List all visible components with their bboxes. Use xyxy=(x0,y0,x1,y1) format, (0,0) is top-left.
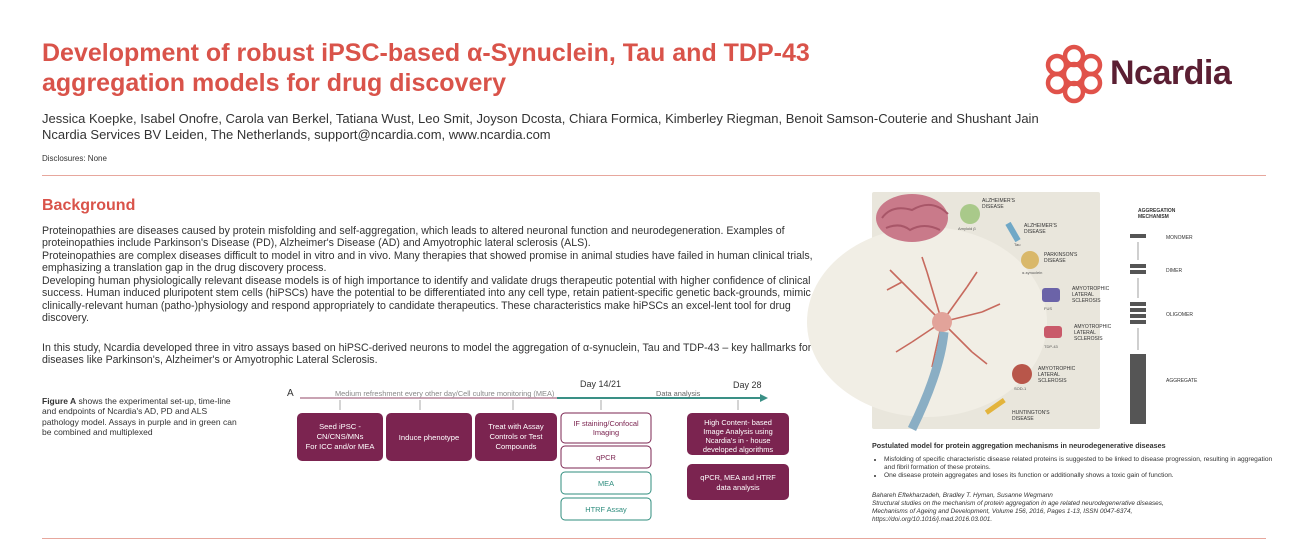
timeline-day14: Day 14/21 xyxy=(580,379,622,389)
svg-text:AGGREGATE: AGGREGATE xyxy=(1166,378,1198,384)
svg-text:Compounds: Compounds xyxy=(495,442,537,451)
svg-text:Seed iPSC -: Seed iPSC - xyxy=(319,422,361,431)
background-paragraph-4: In this study, Ncardia developed three in vitro assays based on hiPSC-derived neurons to model the aggregation of α-synuclein, Tau and TDP-43 – key hallmarks for diseases like Parkinson's, Alzheimer's or Amyotrophic Lateral Sclerosis. xyxy=(42,342,812,367)
svg-text:PARKINSON'S: PARKINSON'S xyxy=(1044,252,1078,258)
svg-text:MONOMER: MONOMER xyxy=(1166,235,1193,241)
svg-text:AMYOTROPHIC: AMYOTROPHIC xyxy=(1072,286,1110,292)
agg-title-1: AGGREGATION xyxy=(1138,208,1176,214)
svg-text:For ICC and/or MEA: For ICC and/or MEA xyxy=(305,442,375,451)
fus-icon xyxy=(1042,288,1060,302)
affiliation: Ncardia Services BV Leiden, The Netherlands, support@ncardia.com, www.ncardia.com xyxy=(42,127,551,142)
svg-text:Amyloid β: Amyloid β xyxy=(958,226,976,231)
protein-aggregation-illustration xyxy=(872,192,1112,429)
step-induce-box xyxy=(386,413,472,461)
analysis-qpcr-mea-htrf-box xyxy=(687,464,789,500)
svg-text:OLIGOMER: OLIGOMER xyxy=(1166,312,1193,318)
svg-text:ALZHEIMER'S: ALZHEIMER'S xyxy=(1024,223,1057,229)
brain-icon xyxy=(876,194,948,242)
timeline-day28: Day 28 xyxy=(733,380,762,390)
dimer-icon xyxy=(1130,264,1146,274)
svg-text:SCLEROSIS: SCLEROSIS xyxy=(1038,378,1067,384)
aggregation-mechanism-panel xyxy=(1108,192,1268,429)
svg-text:TDP-43: TDP-43 xyxy=(1044,344,1058,349)
svg-text:Tau: Tau xyxy=(1014,242,1021,247)
oligomer-icon xyxy=(1130,302,1146,324)
timeline-panel-label: A xyxy=(287,388,294,399)
svg-text:IF staining/Confocal: IF staining/Confocal xyxy=(573,419,639,428)
neuron-soma-icon xyxy=(932,312,952,332)
postulated-heading: Postulated model for protein aggregation mechanisms in neurodegenerative diseases xyxy=(872,441,1166,450)
svg-text:DISEASE: DISEASE xyxy=(1044,258,1066,264)
analysis-high-content-box xyxy=(687,413,789,455)
timeline-analysis-label: Data analysis xyxy=(656,389,701,398)
svg-text:HTRF Assay: HTRF Assay xyxy=(585,505,627,514)
alpha-synuclein-icon xyxy=(1021,251,1039,269)
background-paragraph-1: Proteinopathies are diseases caused by protein misfolding and self-aggregation, which leads to altered neuronal function and neurodegeneration. Examples of proteinopathies include Parkinson's Disease (PD), Alzheimer's Disease (AD) and Amyotrophic lateral sclerosis (ALS). xyxy=(42,225,785,250)
divider-top xyxy=(42,175,1266,176)
monomer-icon xyxy=(1130,234,1146,238)
svg-text:Treat with Assay: Treat with Assay xyxy=(488,422,544,431)
background-paragraph-3: Developing human physiologically relevant disease models is of high importance to identify and validate drugs therapeutic potential with higher confidence of clinical success. Human induced pluripotent stem cells (hiPSCs) have the potential to be differentiated into any cell type, retain patient-specific genetic back-grounds, mimic clinically-relevant human (patho-)physiology and respond appropriately to candidate therapeutics. These characteristics make hiPSCs an excel-lent tool for drug discovery. xyxy=(42,275,811,324)
agg-title-2: MECHANISM xyxy=(1138,214,1169,220)
background-paragraph-2: Proteinopathies are complex diseases difficult to model in vitro and in vivo. Many therapies that showed promise in animal studies have failed in human clinical trials, emphasizing a translation gap in the drug discovery process. xyxy=(42,250,813,275)
postulated-bullet-1: • Misfolding of specific characteristic disease related proteins is suggested to be linked to disease progression, resulting in aggregation and fibril formation of these proteins. xyxy=(884,456,1274,472)
figure-a-caption xyxy=(42,396,242,438)
svg-text:Imaging: Imaging xyxy=(592,428,620,437)
tdp43-icon xyxy=(1044,326,1062,338)
svg-text:DIMER: DIMER xyxy=(1166,268,1183,274)
svg-text:LATERAL: LATERAL xyxy=(1072,292,1094,298)
postulated-bullets xyxy=(872,456,1274,480)
svg-text:Ncardia's in - house: Ncardia's in - house xyxy=(705,436,771,445)
svg-text:SOD-1: SOD-1 xyxy=(1014,386,1027,391)
ref-authors: Bahareh Eftekharzadeh, Bradley T. Hyman, Susanne Wegmann xyxy=(872,492,1053,499)
svg-text:ALZHEIMER'S: ALZHEIMER'S xyxy=(982,198,1015,204)
figure-a-timeline xyxy=(285,374,805,526)
svg-text:HUNTINGTON'S: HUNTINGTON'S xyxy=(1012,410,1050,416)
postulated-bullet-2: • One disease protein aggregates and loses its function or additionally shows a toxic gain of function. xyxy=(884,472,1274,480)
divider-bottom xyxy=(42,538,1266,539)
timeline-ticks xyxy=(340,400,738,410)
title-line-1: Development of robust iPSC-based α-Synuclein, Tau and TDP-43 xyxy=(42,39,810,67)
svg-text:LATERAL: LATERAL xyxy=(1074,330,1096,336)
endpoint-mea-box xyxy=(561,472,651,494)
postulated-reference xyxy=(872,492,1262,524)
endpoint-qpcr-box xyxy=(561,446,651,468)
svg-text:Image Analysis using: Image Analysis using xyxy=(703,427,773,436)
title-line-2: aggregation models for drug discovery xyxy=(42,69,506,97)
svg-text:Induce phenotype: Induce phenotype xyxy=(398,433,460,442)
ncardia-logo-text: Ncardia xyxy=(1110,54,1232,92)
timeline-arrow-head-icon xyxy=(760,394,768,402)
poster-title xyxy=(42,38,942,98)
svg-text:FUS: FUS xyxy=(1044,306,1052,311)
svg-text:SCLEROSIS: SCLEROSIS xyxy=(1072,298,1101,304)
step-seed-box xyxy=(297,413,383,461)
aggregate-icon xyxy=(1130,354,1146,424)
disclosures: Disclosures: None xyxy=(42,154,107,163)
amyloid-beta-icon xyxy=(960,204,980,224)
svg-text:AMYOTROPHIC: AMYOTROPHIC xyxy=(1074,324,1112,330)
timeline-refresh-label: Medium refreshment every other day/Cell culture monitoring (MEA) xyxy=(335,389,555,398)
figure-a-caption-text: shows the experimental set-up, time-line and endpoints of Ncardia's AD, PD and ALS pathology model. Assays in purple and in green can be combined and multiplexed xyxy=(42,396,237,438)
svg-text:DISEASE: DISEASE xyxy=(1012,416,1034,422)
ref-doi-link[interactable]: https://doi.org/10.1016/j.mad.2016.03.001. xyxy=(872,516,993,523)
ref-title: Structural studies on the mechanism of protein aggregation in age related neurodegenerative diseases, xyxy=(872,500,1164,507)
sod1-icon xyxy=(1012,364,1032,384)
svg-text:LATERAL: LATERAL xyxy=(1038,372,1060,378)
svg-text:DISEASE: DISEASE xyxy=(1024,229,1046,235)
ref-journal: Mechanisms of Ageing and Development, Volume 156, 2016, Pages 1-13, ISSN 0047-6374, xyxy=(872,508,1133,515)
authors-names: Jessica Koepke, Isabel Onofre, Carola van Berkel, Tatiana Wust, Leo Smit, Joyson Dcosta, Chiara Formica, Kimberley Riegman, Benoit Samson-Couterie and Shushant Jain xyxy=(42,111,1039,126)
figure-a-label: Figure A xyxy=(42,396,77,406)
svg-text:data analysis: data analysis xyxy=(716,483,760,492)
svg-text:qPCR: qPCR xyxy=(596,453,616,462)
svg-text:α-synuclein: α-synuclein xyxy=(1022,270,1043,275)
endpoint-htrf-box xyxy=(561,498,651,520)
svg-text:CN/CNS/MNs: CN/CNS/MNs xyxy=(316,432,364,441)
background-heading: Background xyxy=(42,197,136,214)
svg-text:High Content- based: High Content- based xyxy=(704,418,772,427)
step-treat-box xyxy=(475,413,557,461)
svg-text:Controls or Test: Controls or Test xyxy=(489,432,543,441)
svg-text:DISEASE: DISEASE xyxy=(982,204,1004,210)
endpoint-if-staining-box xyxy=(561,413,651,443)
svg-text:MEA: MEA xyxy=(597,479,615,488)
svg-text:qPCR, MEA and HTRF: qPCR, MEA and HTRF xyxy=(700,473,776,482)
svg-text:AMYOTROPHIC: AMYOTROPHIC xyxy=(1038,366,1076,372)
svg-text:SCLEROSIS: SCLEROSIS xyxy=(1074,336,1103,342)
tau-icon xyxy=(1005,222,1020,242)
svg-text:developed algorithms: developed algorithms xyxy=(702,445,774,454)
authors-block xyxy=(42,111,1039,143)
